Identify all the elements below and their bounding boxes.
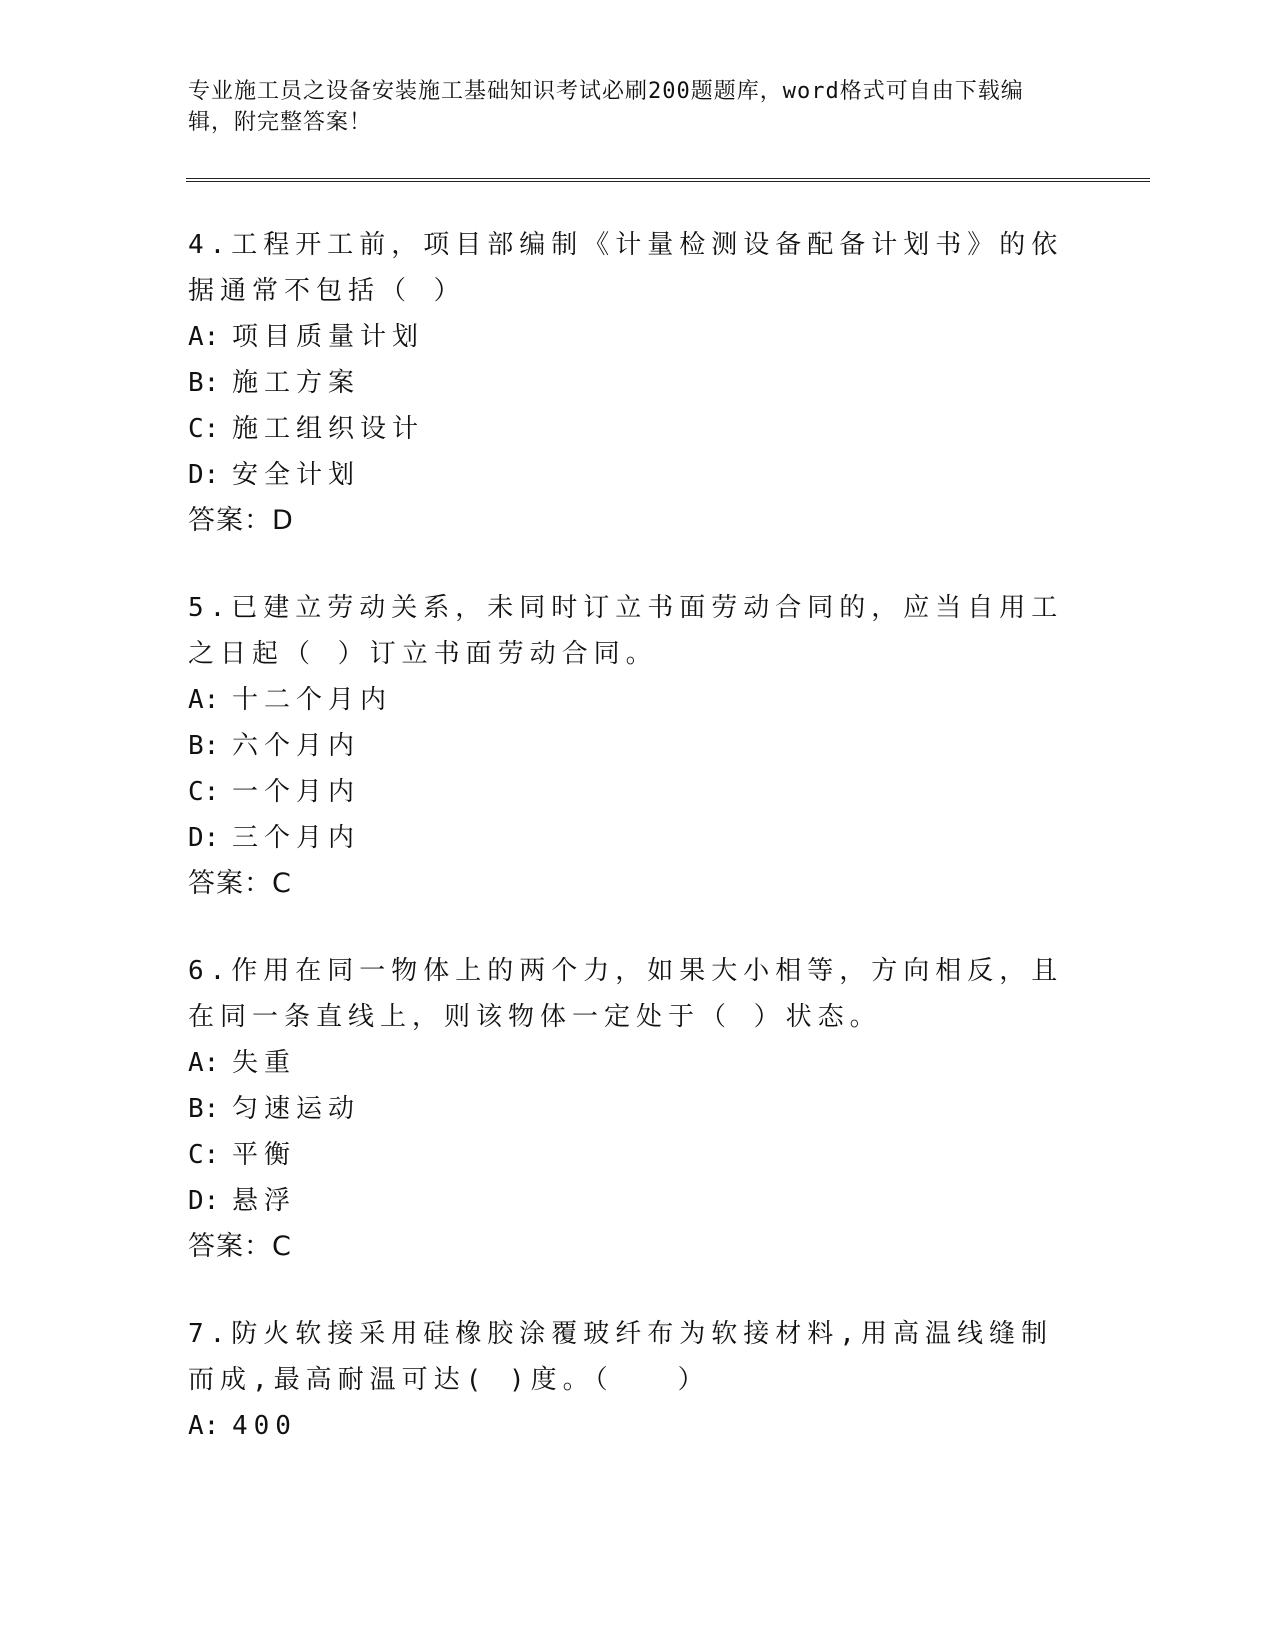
question-stem: 4.工程开工前，项目部编制《计量检测设备配备计划书》的依据通常不包括（ ）: [188, 230, 1064, 306]
option-text: 平衡: [232, 1140, 297, 1170]
option-a: [188, 1040, 1068, 1086]
option-d: [188, 1178, 1068, 1224]
question-5: [188, 585, 1068, 907]
option-b: [188, 723, 1068, 769]
option-text: 施工方案: [232, 368, 361, 398]
option-key: D:: [188, 460, 220, 490]
option-text: 失重: [232, 1048, 297, 1078]
option-text: 一个月内: [232, 777, 361, 807]
option-key: A:: [188, 685, 220, 715]
option-text: 悬浮: [232, 1186, 297, 1216]
question-6: [188, 948, 1068, 1270]
option-key: D:: [188, 823, 220, 853]
option-key: A:: [188, 1048, 220, 1078]
option-c: [188, 1132, 1068, 1178]
option-key: B:: [188, 368, 220, 398]
option-text: 项目质量计划: [232, 322, 425, 352]
option-b: [188, 360, 1068, 406]
answer-line: 答案：D: [188, 505, 294, 536]
option-text: 匀速运动: [232, 1094, 361, 1124]
option-text: 安全计划: [232, 460, 361, 490]
option-key: A:: [188, 322, 220, 352]
question-7: [188, 1311, 1068, 1449]
option-a: [188, 677, 1068, 723]
question-4: [188, 222, 1068, 544]
option-key: B:: [188, 1094, 220, 1124]
option-d: [188, 815, 1068, 861]
option-d: [188, 452, 1068, 498]
option-text: 六个月内: [232, 731, 361, 761]
question-stem: 5.已建立劳动关系，未同时订立书面劳动合同的，应当自用工之日起（ ）订立书面劳动合同。: [188, 593, 1064, 669]
option-key: C:: [188, 777, 220, 807]
question-stem: 6.作用在同一物体上的两个力，如果大小相等，方向相反，且在同一条直线上，则该物体一定处于（ ）状态。: [188, 956, 1064, 1032]
option-key: A:: [188, 1411, 220, 1441]
option-c: [188, 406, 1068, 452]
option-key: C:: [188, 414, 220, 444]
option-text: 施工组织设计: [232, 414, 425, 444]
option-key: D:: [188, 1186, 220, 1216]
option-a: [188, 314, 1068, 360]
answer-line: 答案：C: [188, 868, 292, 899]
question-stem: 7.防火软接采用硅橡胶涂覆玻纤布为软接材料,用高温线缝制而成,最高耐温可达( )度。（ ）: [188, 1319, 1053, 1395]
answer-line: 答案：C: [188, 1231, 292, 1262]
header-divider: [186, 178, 1150, 182]
option-key: B:: [188, 731, 220, 761]
document-header: 专业施工员之设备安装施工基础知识考试必刷200题题库，word格式可自由下载编辑，附完整答案！: [188, 79, 1024, 135]
option-a: [188, 1403, 1068, 1449]
option-c: [188, 769, 1068, 815]
option-key: C:: [188, 1140, 220, 1170]
option-text: 十二个月内: [232, 685, 393, 715]
option-b: [188, 1086, 1068, 1132]
option-text: 三个月内: [232, 823, 361, 853]
option-text: 400: [232, 1411, 297, 1441]
